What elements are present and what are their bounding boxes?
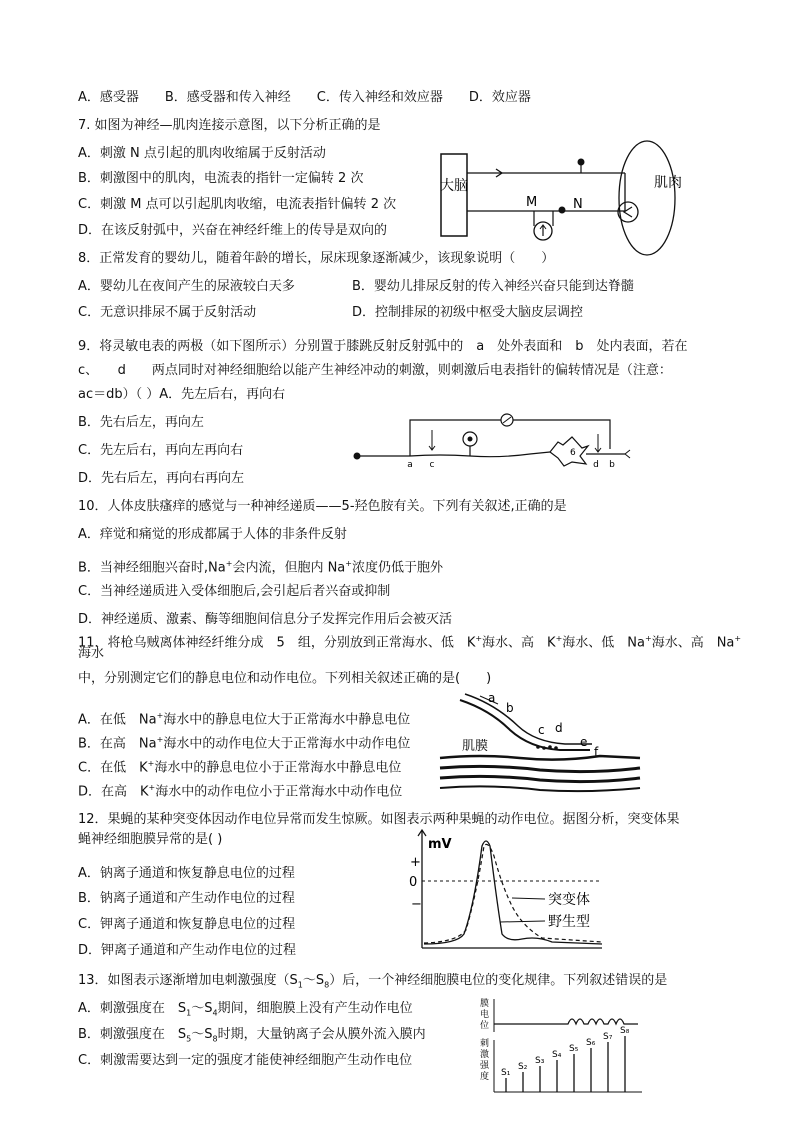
stimulus-label: S₈	[620, 1026, 630, 1036]
stimulus-label: S₇	[603, 1032, 613, 1042]
stimulus-label: S₄	[552, 1050, 562, 1060]
stimulus-label: S₁	[501, 1068, 511, 1078]
q11-option-b: B．在高 Na+海水中的动作电位大于正常海水中动作电位	[78, 735, 411, 752]
svg-text:刺: 刺	[480, 1039, 490, 1049]
zero-label: 0	[409, 875, 418, 890]
q7-stem: 7. 如图为神经—肌肉连接示意图，以下分析正确的是	[78, 118, 381, 133]
brain-box	[441, 154, 467, 236]
q9-option-c: C．先左后右，再向左再向右	[78, 443, 244, 458]
q7-option-b: B．刺激图中的肌肉，电流表的指针一定偏转 2 次	[78, 171, 364, 186]
n-label: N	[573, 197, 583, 212]
q7-option-c: C．刺激 M 点可以引起肌肉收缩，电流表指针偏转 2 次	[78, 197, 397, 212]
q9-line2: c、 d 两点同时对神经细胞给以能产生神经冲动的刺激，则刺激后电表指针的偏转情况是（注意：	[78, 363, 672, 378]
minus-label: −	[411, 897, 422, 912]
q12-option-a: A．钠离子通道和恢复静息电位的过程	[78, 866, 295, 881]
label-b: b	[609, 460, 615, 470]
mutant-label: 突变体	[548, 892, 590, 908]
stimulus-label: S₆	[586, 1038, 596, 1048]
q11-option-c: C．在低 K+海水中的静息电位小于正常海水中静息电位	[78, 759, 402, 776]
label-e: e	[580, 735, 588, 749]
q12-line2: 蝇神经细胞膜异常的是( )	[78, 832, 223, 847]
label-f: f	[594, 745, 599, 759]
m-label: M	[526, 195, 538, 210]
q8-option-b: B．婴幼儿排尿反射的传入神经兴奋只能到达脊髓	[352, 279, 634, 294]
y-label: mV	[428, 837, 452, 852]
q12-option-d: D．钾离子通道和产生动作电位的过程	[78, 943, 297, 958]
q13-option-b: B．刺激强度在 $S_5\sim S_8$时期，大量钠离子会从膜外流入膜内	[78, 1027, 426, 1044]
q9-figure	[350, 412, 630, 472]
q12-line1: 12．果蝇的某种突变体因动作电位异常而发生惊厥。如图表示两种果蝇的动作电位。据图分析，突变体果	[78, 812, 680, 827]
svg-text:激: 激	[480, 1050, 490, 1060]
label-a: a	[488, 691, 496, 705]
q11-line2: 中，分别测定它们的静息电位和动作电位。下列相关叙述正确的是( )	[78, 671, 492, 686]
muscle-outline	[619, 141, 675, 255]
label-a: a	[407, 460, 413, 470]
label-b: b	[506, 701, 514, 715]
q11-figure	[440, 690, 640, 795]
q8-option-c: C．无意识排尿不属于反射活动	[78, 305, 257, 320]
q8-option-a: A．婴幼儿在夜间产生的尿液较白天多	[78, 279, 295, 294]
q10-option-c: C．当神经递质进入受体细胞后,会引起后者兴奋或抑制	[78, 584, 391, 599]
q11-option-a: A．在低 Na+海水中的静息电位大于正常海水中静息电位	[78, 711, 411, 728]
q13-option-a: A．刺激强度在 $S_1\sim S_4$期间，细胞膜上没有产生动作电位	[78, 1001, 413, 1018]
stimulus-label: S₅	[569, 1044, 579, 1054]
q11-option-d: D．在高 K+海水中的动作电位小于正常海水中动作电位	[78, 783, 403, 800]
label-c: c	[429, 460, 435, 470]
q7-option-a: A．刺激 N 点引起的肌肉收缩属于反射活动	[78, 146, 326, 161]
q11-line1b: 海水	[78, 646, 105, 661]
q10-option-d: D．神经递质、激素、酶等细胞间信息分子发挥完作用后会被灭活	[78, 612, 453, 627]
q9-option-b: B．先右后左，再向左	[78, 415, 204, 430]
q7-option-d: D．在该反射弧中，兴奋在神经纤维上的传导是双向的	[78, 223, 388, 238]
muscle-label: 肌肉	[654, 175, 682, 191]
membrane-trace	[494, 1019, 638, 1024]
svg-text:电: 电	[480, 1010, 490, 1020]
q12-option-b: B．钠离子通道和产生动作电位的过程	[78, 891, 295, 906]
q6-options: A．感受器 B．感受器和传入神经 C．传入神经和效应器 D．效应器	[78, 90, 531, 105]
membrane-label: 肌膜	[462, 739, 489, 754]
q9-option-d: D．先右后左，再向右再向左	[78, 471, 245, 486]
brain-label-1: 大脑	[440, 178, 468, 194]
q7-figure	[440, 140, 680, 255]
stimulus-label: S₃	[535, 1056, 545, 1066]
q12-figure	[402, 826, 612, 961]
q11-line1: 11．将枪乌贼离体神经纤维分成 5 组，分别放到正常海水、低 K+海水、高 K+海水、低 Na+海水、高 Na+	[78, 634, 742, 651]
plus-label: +	[410, 855, 421, 870]
q10-option-b: B．当神经细胞兴奋时,Na+会内流，但胞内 Na+浓度仍低于胞外	[78, 559, 443, 576]
q9-line3: ac＝db）（ ）A．先左后右，再向右	[78, 387, 286, 402]
label-d: d	[555, 721, 563, 735]
q10-stem: 10．人体皮肤瘙痒的感觉与一种神经递质——5-羟色胺有关。下列有关叙述,正确的是	[78, 499, 567, 514]
q10-option-a: A．痒觉和痛觉的形成都属于人体的非条件反射	[78, 527, 347, 542]
q13-figure	[476, 996, 646, 1096]
q13-option-c: C．刺激需要达到一定的强度才能使神经细胞产生动作电位	[78, 1053, 413, 1068]
svg-text:位: 位	[480, 1021, 490, 1031]
svg-text:6: 6	[570, 448, 576, 458]
svg-text:强: 强	[480, 1061, 490, 1071]
q8-stem: 8．正常发育的婴幼儿，随着年龄的增长，尿床现象逐渐减少，该现象说明（ ）	[78, 251, 555, 266]
svg-text:度: 度	[480, 1072, 490, 1082]
q13-stem: 13．如图表示逐渐增加电刺激强度$(S_1\sim S_8)$后，一个神经细胞膜电位的变化规律。下列叙述错误的是	[78, 973, 668, 990]
q12-option-c: C．钾离子通道和恢复静息电位的过程	[78, 917, 296, 932]
wild-label: 野生型	[548, 914, 590, 930]
q9-line1: 9．将灵敏电表的两极（如下图所示）分别置于膝跳反射反射弧中的 a 处外表面和 b 处内表面，若在	[78, 339, 688, 354]
q8-option-d: D．控制排尿的初级中枢受大脑皮层调控	[352, 305, 584, 320]
label-c: c	[538, 723, 545, 737]
label-d: d	[593, 460, 599, 470]
stimulus-label: S₂	[518, 1062, 528, 1072]
top-label-1: 膜	[480, 999, 490, 1009]
